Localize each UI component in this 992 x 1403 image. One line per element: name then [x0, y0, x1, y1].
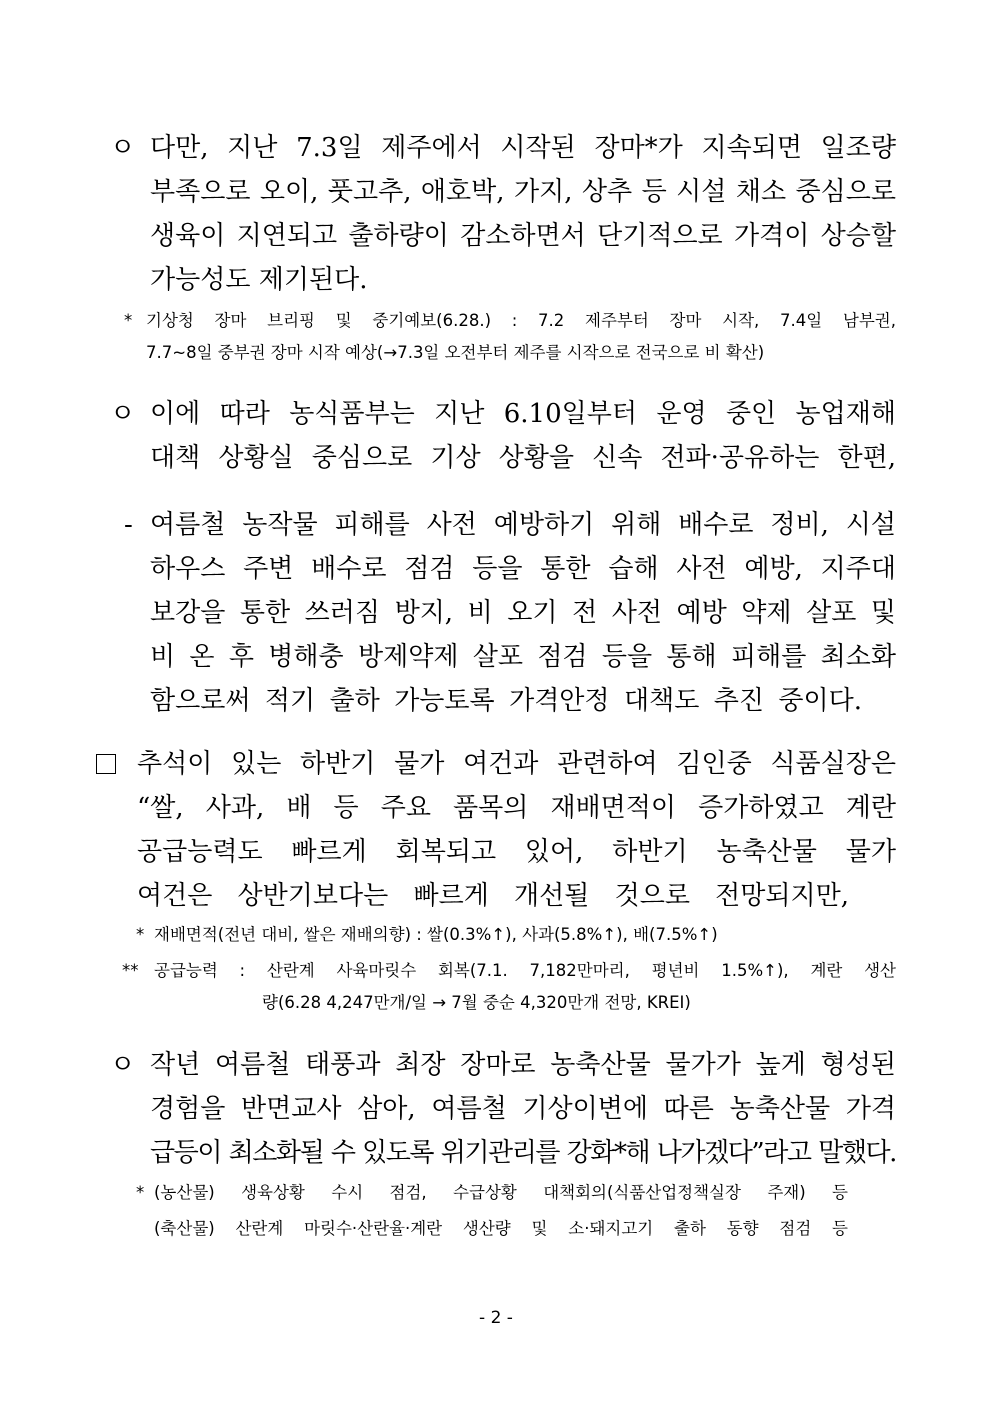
text-line: 함으로써 적기 출하 가능토록 가격안정 대책도 추진 중이다. [150, 686, 862, 716]
footnote-line: 7.7~8일 중부권 장마 시작 예상(→7.3일 오전부터 제주를 시작으로 전국으로 비 확산) [146, 343, 765, 362]
footnote-line: 공급능력 : 산란계 사육마릿수 회복(7.1. 7,182만마리, 평년비 1.5%↑), 계란 생산 [154, 961, 896, 980]
footnote-asterisk: * [124, 311, 133, 330]
circle-bullet-icon: ㅇ [110, 1050, 136, 1080]
text-line: 하우스 주변 배수로 점검 등을 통한 습해 사전 예방, 지주대 [150, 554, 896, 584]
footnote-line: (농산물) 생육상황 수시 점검, 수급상황 대책회의(식품산업정책실장 주재) 등 [154, 1183, 848, 1202]
text-line: 여름철 농작물 피해를 사전 예방하기 위해 배수로 정비, 시설 [150, 510, 896, 540]
footnote-double-asterisk: ** [122, 961, 139, 980]
text-line: 다만, 지난 7.3일 제주에서 시작된 장마*가 지속되면 일조량 [150, 133, 896, 163]
page-number: - 2 - [479, 1308, 513, 1328]
text-line: 급등이 최소화될 수 있도록 위기관리를 강화*해 나가겠다”라고 말했다. [150, 1138, 896, 1168]
dash-bullet: - [124, 510, 133, 540]
footnote-asterisk: * [136, 1183, 145, 1202]
checkbox-square-icon [96, 754, 116, 774]
footnote-line: 량(6.28 4,247만개/일 → 7월 중순 4,320만개 전망, KREI) [262, 993, 691, 1012]
text-line: “쌀, 사과, 배 등 주요 품목의 재배면적이 증가하였고 계란 [137, 793, 896, 823]
footnote-line: 재배면적(전년 대비, 쌀은 재배의향) : 쌀(0.3%↑), 사과(5.8%↑), 배(7.5%↑) [154, 925, 718, 944]
text-line: 여건은 상반기보다는 빠르게 개선될 것으로 전망되지만, [137, 881, 849, 911]
footnote-line: (축산물) 산란계 마릿수·산란율·계란 생산량 및 소·돼지고기 출하 동향 점검 등 [154, 1219, 848, 1238]
footnote-line: 기상청 장마 브리핑 및 중기예보(6.28.) : 7.2 제주부터 장마 시작, 7.4일 남부권, [146, 311, 896, 330]
text-line: 공급능력도 빠르게 회복되고 있어, 하반기 농축산물 물가 [137, 837, 896, 867]
text-line: 보강을 통한 쓰러짐 방지, 비 오기 전 사전 예방 약제 살포 및 [150, 598, 896, 628]
text-line: 생육이 지연되고 출하량이 감소하면서 단기적으로 가격이 상승할 [150, 221, 896, 251]
text-line: 경험을 반면교사 삼아, 여름철 기상이변에 따른 농축산물 가격 [150, 1094, 896, 1124]
text-line: 비 온 후 병해충 방제약제 살포 점검 등을 통해 피해를 최소화 [150, 642, 896, 672]
text-line: 대책 상황실 중심으로 기상 상황을 신속 전파·공유하는 한편, [150, 443, 896, 473]
text-line: 부족으로 오이, 풋고추, 애호박, 가지, 상추 등 시설 채소 중심으로 [150, 177, 896, 207]
footnote-asterisk: * [136, 925, 145, 944]
circle-bullet-icon: ㅇ [110, 133, 136, 163]
text-line: 추석이 있는 하반기 물가 여건과 관련하여 김인중 식품실장은 [137, 749, 896, 779]
text-line: 이에 따라 농식품부는 지난 6.10일부터 운영 중인 농업재해 [150, 399, 896, 429]
text-line: 작년 여름철 태풍과 최장 장마로 농축산물 물가가 높게 형성된 [150, 1050, 896, 1080]
circle-bullet-icon: ㅇ [110, 399, 136, 429]
text-line: 가능성도 제기된다. [150, 265, 368, 295]
